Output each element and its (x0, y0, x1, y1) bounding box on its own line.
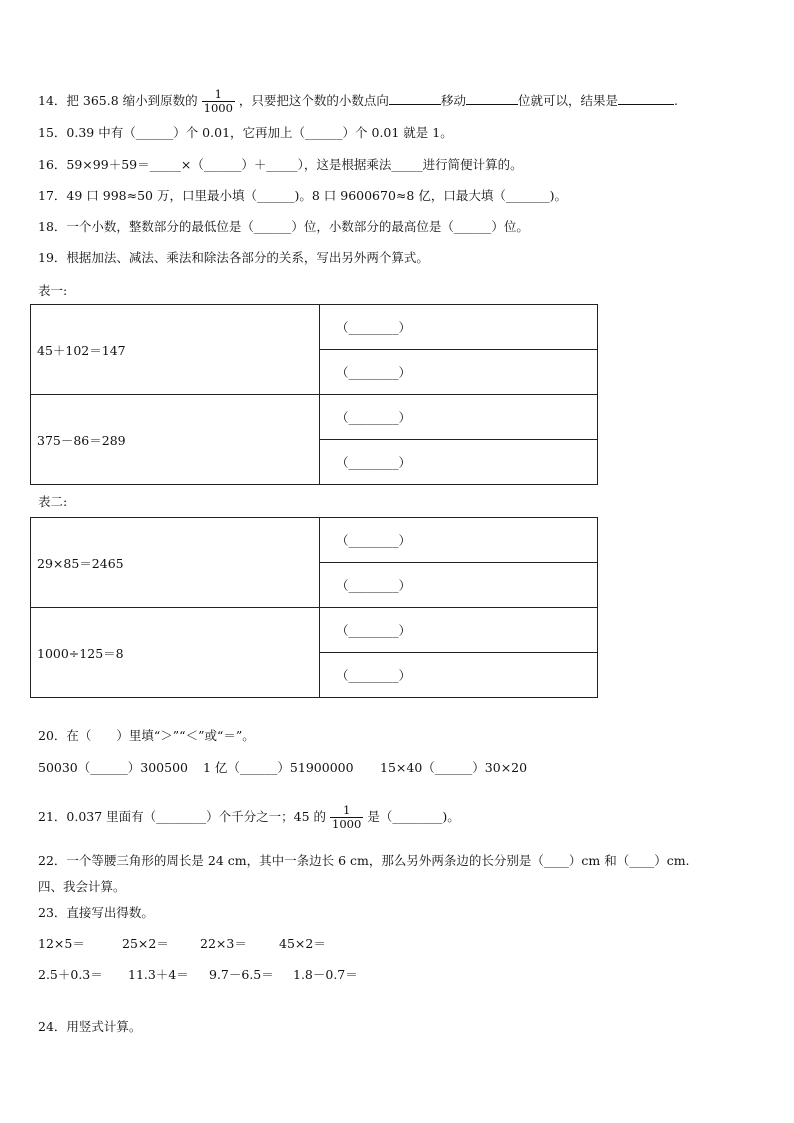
answer-blank[interactable] (466, 92, 518, 105)
equation-cell: 45＋102＝147 (31, 305, 320, 395)
answer-cell[interactable]: （________） (320, 563, 598, 608)
mental-math-row-2 (38, 967, 358, 983)
answer-blank[interactable] (618, 92, 674, 105)
answer-cell[interactable]: （________） (320, 653, 598, 698)
answer-blank[interactable] (389, 92, 441, 105)
math-item: 12×5＝ (38, 936, 85, 951)
equation-cell: 29×85＝2465 (31, 518, 320, 608)
question-20-items (38, 760, 527, 776)
math-item: 25×2＝ (122, 936, 169, 951)
table-1 (30, 304, 598, 485)
question-19: 19．根据加法、减法、乘法和除法各部分的关系，写出另外两个算式。 (38, 250, 429, 265)
question-18: 18．一个小数，整数部分的最低位是（______）位，小数部分的最高位是（______）位。 (38, 219, 529, 234)
question-21: 21．0.037 里面有（________）个千分之一；45 的 $\frac{1}{1000}$ 是（________)。 (38, 803, 460, 831)
mental-math-row-1 (38, 936, 326, 952)
question-20: 20．在（ ）里填“＞”“＜”或“＝”。 (38, 728, 255, 743)
equation-cell: 375－86＝289 (31, 395, 320, 485)
math-item: 1.8－0.7＝ (293, 967, 358, 982)
answer-cell[interactable]: （________） (320, 518, 598, 563)
fraction-one-thousandth: $\frac{1}{1000}$ (203, 87, 233, 115)
answer-cell[interactable]: （________） (320, 395, 598, 440)
math-item: 11.3＋4＝ (128, 967, 189, 982)
answer-cell[interactable]: （________） (320, 440, 598, 485)
math-item: 45×2＝ (279, 936, 326, 951)
math-item: 22×3＝ (200, 936, 247, 951)
fraction-one-thousandth: $\frac{1}{1000}$ (332, 803, 362, 831)
table-1-label: 表一: (38, 283, 68, 298)
compare-item: 15×40（______）30×20 (380, 760, 528, 775)
answer-cell[interactable]: （________） (320, 305, 598, 350)
question-15: 15．0.39 中有（______）个 0.01，它再加上（______）个 0.01 就是 1。 (38, 125, 453, 140)
question-14: 14．把 365.8 缩小到原数的 $\frac{1}{1000}$ ，只要把这个数的小数点向 移动 位就可以，结果是 . (38, 87, 678, 115)
table-2-label: 表二: (38, 494, 68, 509)
equation-cell: 1000÷125＝8 (31, 608, 320, 698)
question-17: 17．49 口 998≈50 万，口里最小填（______)。8 口 9600670≈8 亿，口最大填（_______)。 (38, 188, 567, 203)
compare-item: 50030（______）300500 (38, 760, 188, 775)
answer-cell[interactable]: （________） (320, 608, 598, 653)
question-24: 24．用竖式计算。 (38, 1019, 142, 1034)
answer-cell[interactable]: （________） (320, 350, 598, 395)
section-4-heading: 四、我会计算。 (38, 879, 126, 894)
math-item: 2.5＋0.3＝ (38, 967, 103, 982)
question-23: 23．直接写出得数。 (38, 905, 154, 920)
math-item: 9.7－6.5＝ (209, 967, 274, 982)
question-16: 16．59×99＋59＝_____×（______）＋_____），这是根据乘法_____进行简便计算的。 (38, 157, 523, 172)
question-22: 22．一个等腰三角形的周长是 24 cm，其中一条边长 6 cm，那么另外两条边的长分别是（____）cm 和（____）cm. (38, 853, 690, 868)
table-2 (30, 517, 598, 698)
compare-item: 1 亿（______）51900000 (203, 760, 354, 775)
